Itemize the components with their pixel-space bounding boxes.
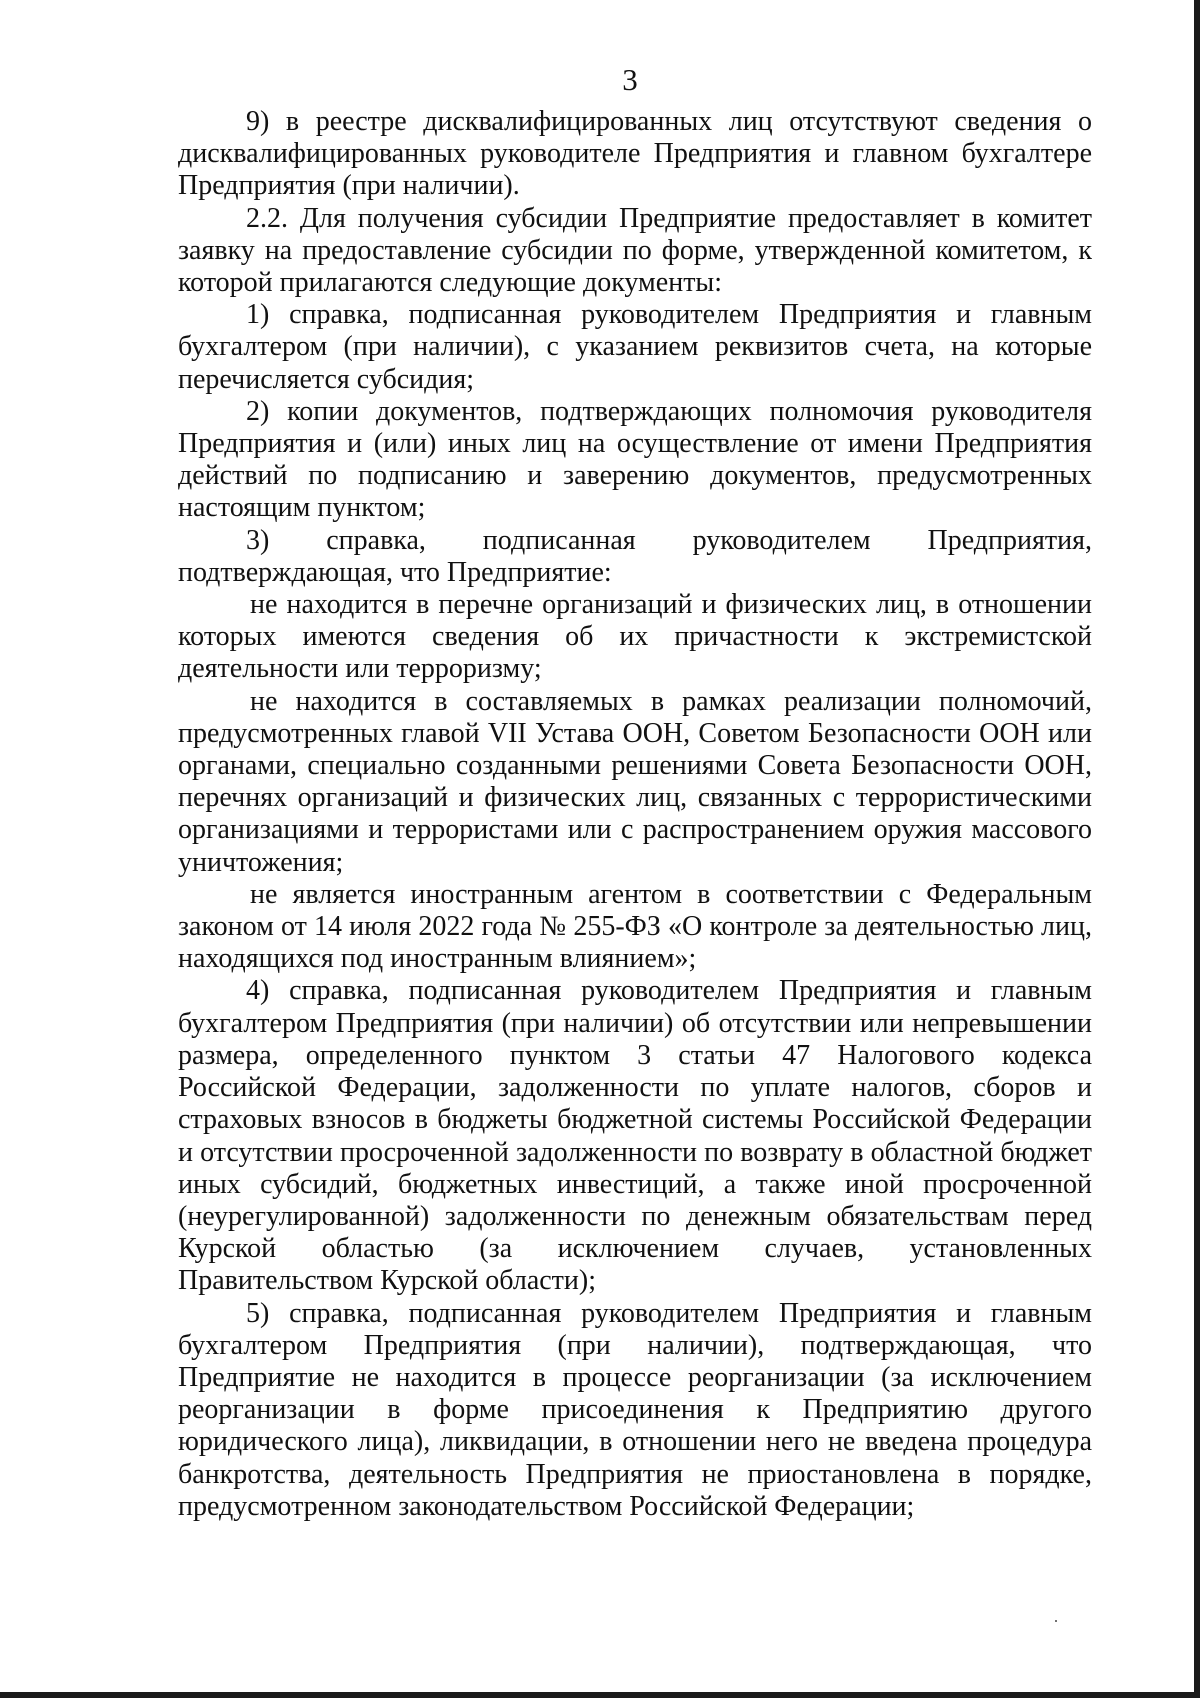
document-body [178, 106, 1092, 1523]
paragraph-doc-3: 3) справка, подписанная руководителем Предприятия, подтверждающая, что Предприятие: [178, 524, 1092, 588]
paragraph-doc-5: 5) справка, подписанная руководителем Предприятия и главным бухгалтером Предприятия (при наличии), подтверждающая, что Предприятие не находится в процессе реорганизации (за исключением реорганизации в форме присоединения к Предприятию другого юридического лица), ликвидации, в отношении него не введена процедура банкротства, деятельность Предприятия не приостановлена в порядке, предусмотренном законодательством Российской Федерации; [178, 1297, 1092, 1522]
scan-edge-bottom [0, 1692, 1200, 1698]
paragraph-section-2-2: 2.2. Для получения субсидии Предприятие предоставляет в комитет заявку на предоставление субсидии по форме, утвержденной комитетом, к которой прилагаются следующие документы: [178, 202, 1092, 299]
paragraph-foreign-agent: не является иностранным агентом в соответствии с Федеральным законом от 14 июля 2022 года № 255-ФЗ «О контроле за деятельностью лиц, находящихся под иностранным влиянием»; [178, 878, 1092, 975]
scan-edge-right [1194, 0, 1200, 1698]
paragraph-doc-2: 2) копии документов, подтверждающих полномочия руководителя Предприятия и (или) иных лиц на осуществление от имени Предприятия действий по подписанию и заверению документов, предусмотренных настоящим пунктом; [178, 395, 1092, 524]
paragraph-extremism: не находится в перечне организаций и физических лиц, в отношении которых имеются сведения об их причастности к экстремистской деятельности или терроризму; [178, 589, 1092, 685]
paragraph-doc-1: 1) справка, подписанная руководителем Предприятия и главным бухгалтером (при наличии), с указанием реквизитов счета, на которые перечисляется субсидия; [178, 299, 1092, 395]
page-number: 3 [622, 62, 638, 97]
paragraph-doc-4: 4) справка, подписанная руководителем Предприятия и главным бухгалтером Предприятия (при наличии) об отсутствии или непревышении размера, определенного пунктом 3 статьи 47 Налогового кодекса Российской Федерации, задолженности по уплате налогов, сборов и страховых взносов в бюджеты бюджетной системы Российской Федерации и отсутствии просроченной задолженности по возврату в областной бюджет иных субсидий, бюджетных инвестиций, а также иной просроченной (неурегулированной) задолженности по денежным обязательствам перед Курской областью (за исключением случаев, установленных Правительством Курской области); [178, 975, 1092, 1297]
scan-speck [1055, 1620, 1057, 1622]
paragraph-item-9: 9) в реестре дисквалифицированных лиц отсутствуют сведения о дисквалифицированных руководителе Предприятия и главном бухгалтере Предприятия (при наличии). [178, 106, 1092, 202]
paragraph-un-lists: не находится в составляемых в рамках реализации полномочий, предусмотренных главой VII Устава ООН, Советом Безопасности ООН или органами, специально созданными решениями Совета Безопасности ООН, перечнях организаций и физических лиц, связанных с террористическими организациями и террористами или с распространением оружия массового уничтожения; [178, 685, 1092, 878]
